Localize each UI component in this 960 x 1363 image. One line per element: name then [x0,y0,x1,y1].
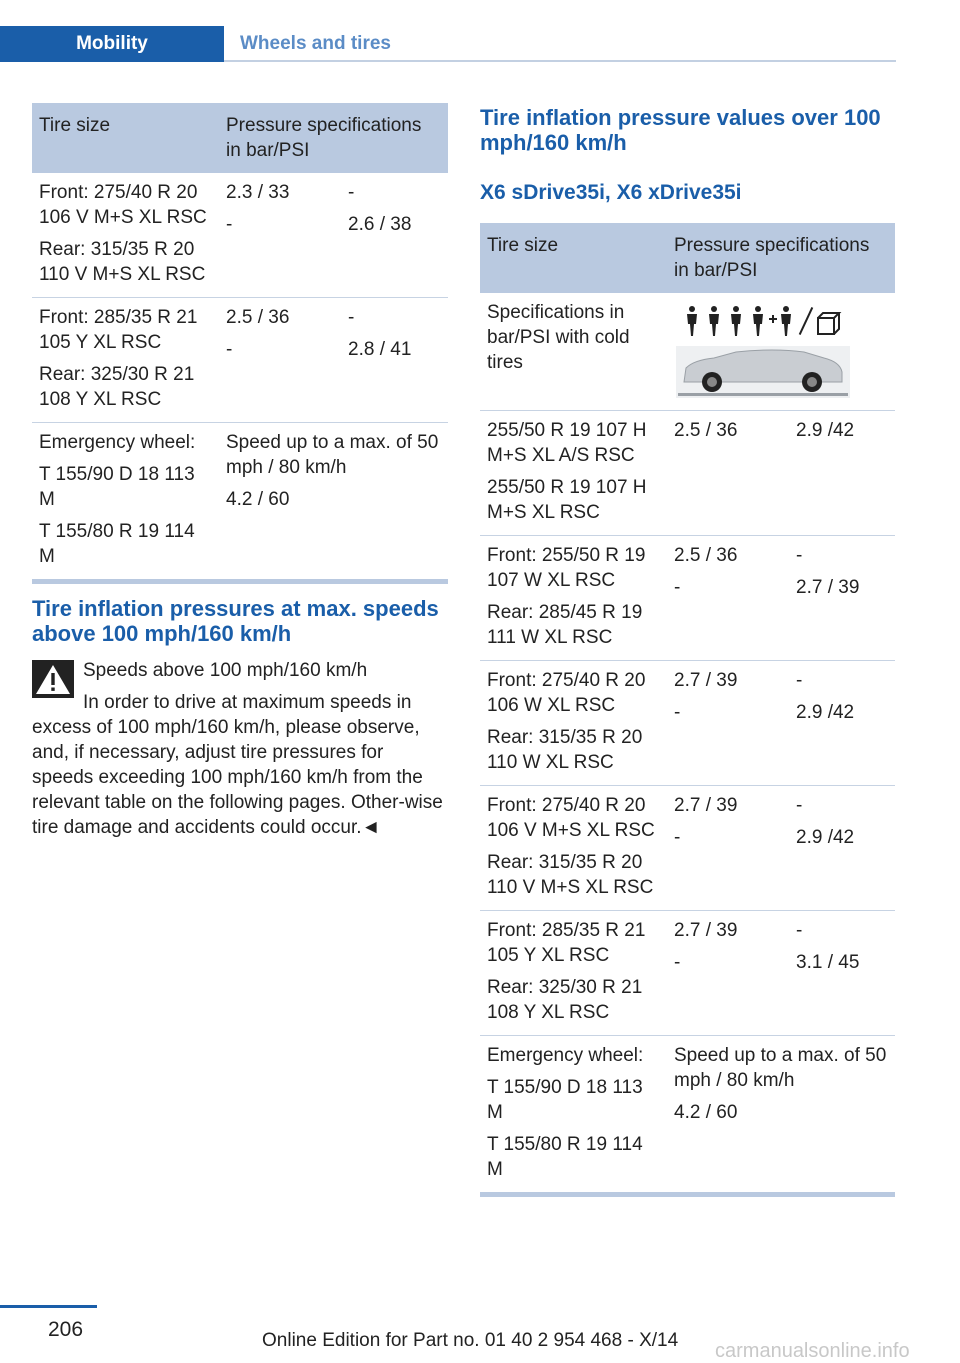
column-header-tire-size: Tire size [32,103,219,173]
table-row [480,911,895,1036]
pressure-cell: 2.5 / 36 - [667,536,789,661]
page-number: 206 [48,1318,84,1341]
emergency-speed-cell: Speed up to a max. of 50 mph / 80 km/h 4.2 / 60 [219,423,448,582]
warning-text: In order to drive at maximum speeds in excess of 100 mph/160 km/h, please observe, and, if necessary, adjust tire pressures for speeds exceeding 100 mph/160 km/h from the relevant table on the following pages. Other-wise tire damage and accidents could occur.◄ [32,692,443,838]
spec-label-cell: Specifications in bar/PSI with cold tires [480,293,667,411]
tire-size-cell: Emergency wheel: T 155/90 D 18 113 M T 155/80 R 19 114 M [32,423,219,582]
vehicle-load-diagram-icon [674,300,852,400]
pressure-cell: 2.7 / 39 - [667,911,789,1036]
load-figure-cell [667,293,895,411]
tire-size-cell: Front: 275/40 R 20 106 V M+S XL RSC Rear: 315/35 R 20 110 V M+S XL RSC [32,173,219,298]
table-row [480,1036,895,1195]
pressure-cell: 2.3 / 33 - [219,173,341,298]
tire-size-cell: Front: 255/50 R 19 107 W XL RSC Rear: 285/45 R 19 111 W XL RSC [480,536,667,661]
tire-size-cell: Front: 285/35 R 21 105 Y XL RSC Rear: 325/30 R 21 108 Y XL RSC [32,298,219,423]
watermark: carmanualsonline.info [715,1340,910,1362]
tire-size-cell: Front: 275/40 R 20 106 W XL RSC Rear: 315/35 R 20 110 W XL RSC [480,661,667,786]
tire-size-cell: 255/50 R 19 107 H M+S XL A/S RSC 255/50 R 19 107 H M+S XL RSC [480,411,667,536]
values-heading: Tire inflation pressure values over 100 mph/160 km/h [480,105,881,155]
table-row [480,536,895,661]
pressure-cell: 2.7 / 39 - [667,661,789,786]
page-header [0,0,960,62]
pressure-cell: - 2.9 /42 [789,786,895,911]
tire-size-cell: Emergency wheel: T 155/90 D 18 113 M T 155/80 R 19 114 M [480,1036,667,1195]
pressure-cell: - 3.1 / 45 [789,911,895,1036]
pressure-cell: - 2.8 / 41 [341,298,448,423]
edition-footer: Online Edition for Part no. 01 40 2 954 468 - X/14 [262,1330,679,1351]
page-number-rule [0,1305,97,1308]
column-header-tire-size: Tire size [480,223,667,293]
header-divider [224,60,896,62]
table-row [480,661,895,786]
table-row [32,298,448,423]
pressure-cell: 2.9 /42 [789,411,895,536]
tire-size-cell: Front: 275/40 R 20 106 V M+S XL RSC Rear: 315/35 R 20 110 V M+S XL RSC [480,786,667,911]
model-subheading: X6 sDrive35i, X6 xDrive35i [480,181,742,204]
pressure-cell: - 2.9 /42 [789,661,895,786]
left-tire-pressure-table [32,103,448,584]
pressure-cell: 2.5 / 36 [667,411,789,536]
table-header-row [32,103,448,173]
table-row [32,423,448,582]
table-row [480,411,895,536]
column-header-pressure: Pressure specifications in bar/PSI [219,103,448,173]
column-header-pressure: Pressure specifications in bar/PSI [667,223,895,293]
right-tire-pressure-table [480,223,895,1197]
warning-notice [32,658,448,840]
pressure-cell: 2.5 / 36 - [219,298,341,423]
warning-triangle-icon [32,660,74,698]
warning-title: Speeds above 100 mph/160 km/h [83,660,368,681]
table-header-row [480,223,895,293]
emergency-speed-cell: Speed up to a max. of 50 mph / 80 km/h 4.2 / 60 [667,1036,895,1195]
section-tab-wheels-and-tires[interactable]: Wheels and tires [240,33,391,54]
section-tab-mobility[interactable]: Mobility [0,26,224,62]
tire-size-cell: Front: 285/35 R 21 105 Y XL RSC Rear: 325/30 R 21 108 Y XL RSC [480,911,667,1036]
pressure-cell: - 2.6 / 38 [341,173,448,298]
table-row [32,173,448,298]
pressure-cell: - 2.7 / 39 [789,536,895,661]
table-row [480,293,895,411]
max-speed-heading: Tire inflation pressures at max. speeds above 100 mph/160 km/h [32,596,439,646]
pressure-cell: 2.7 / 39 - [667,786,789,911]
table-row [480,786,895,911]
